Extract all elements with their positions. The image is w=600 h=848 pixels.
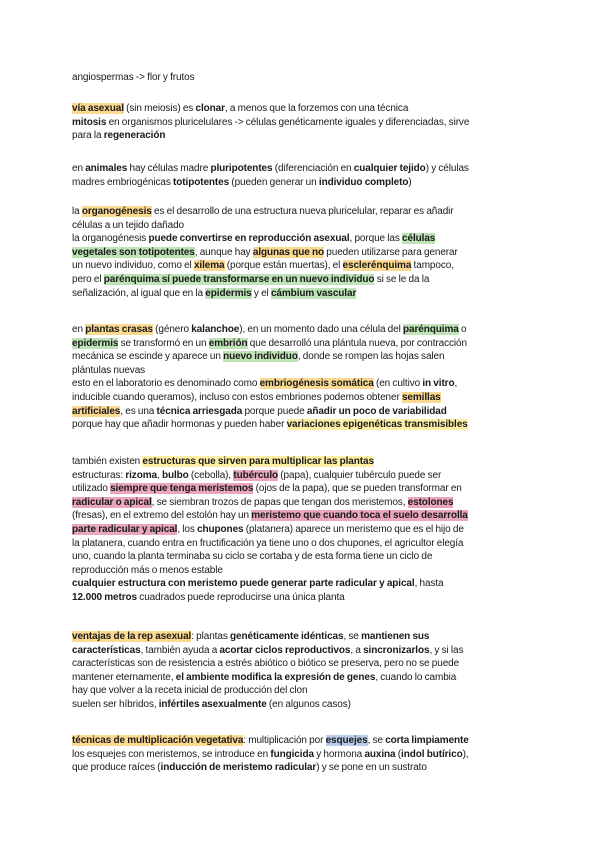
- text-run: (platanera) aparece un meristemo que es el hijo de: [243, 523, 464, 535]
- bold-text: genéticamente idénticas: [230, 631, 344, 642]
- text-line: [72, 232, 532, 246]
- text-line: [72, 273, 532, 287]
- bold-text: mitosis: [72, 116, 107, 128]
- text-run: se transformó en un: [118, 337, 209, 349]
- text-run: ,: [454, 378, 458, 390]
- text-run: (género: [152, 324, 192, 335]
- text-line: [72, 657, 532, 671]
- bold-text: puede convertirse en reproducción asexual: [148, 233, 350, 245]
- text-line: [72, 469, 532, 483]
- text-run: reproducción más o menos estable: [72, 564, 223, 576]
- text-line: [72, 537, 532, 551]
- text-line: [72, 550, 532, 564]
- bold-text: mantienen sus: [361, 631, 430, 642]
- highlighted-text: organogénesis: [81, 206, 152, 217]
- paragraph-animales: [72, 162, 532, 189]
- text-line: [72, 761, 532, 775]
- bold-text: animales: [85, 163, 128, 174]
- text-line: [72, 219, 532, 233]
- text-run: (ojos de la papa), que se pueden transformar en: [253, 483, 462, 495]
- text-run: ,: [156, 469, 162, 481]
- highlighted-text: epidermis: [205, 287, 252, 299]
- text-run: (porque están muertas), el: [224, 260, 343, 272]
- text-run: angiospermas -> flor y frutos: [72, 72, 195, 83]
- text-run: o: [458, 324, 467, 335]
- highlighted-text: embriogénesis somática: [259, 378, 374, 390]
- text-run: esto en el laboratorio es denominado como: [72, 378, 260, 390]
- highlighted-text: estolones: [407, 496, 454, 508]
- text-line: [72, 496, 532, 510]
- text-run: hay que volver a la receta inicial de producción del clon: [72, 685, 308, 697]
- bold-text: bulbo: [161, 469, 189, 481]
- text-run: , es una: [120, 405, 157, 417]
- text-line: [72, 246, 532, 260]
- highlighted-text: parénquima sí puede transformarse en un nuevo individuo: [103, 273, 375, 285]
- text-run: y hormona: [313, 748, 365, 760]
- bold-text: rizoma: [125, 469, 157, 481]
- text-run: la organogénesis: [72, 233, 149, 245]
- text-run: , se siembran trozos de papas que tengan dos meristemos,: [151, 496, 408, 508]
- text-run: en organismos pluricelulares -> células genéticamente iguales y diferenciadas, sirve: [106, 116, 470, 128]
- text-run: ) y se pone en un sustrato: [316, 762, 427, 774]
- text-line: [72, 455, 532, 469]
- text-line: [72, 364, 532, 378]
- text-run: estructuras:: [72, 469, 126, 481]
- text-run: , y si las: [429, 644, 464, 656]
- bold-text: cualquier estructura con meristemo puede generar parte radicular y apical: [72, 578, 415, 590]
- highlighted-text: semillas: [401, 391, 441, 403]
- text-run: (sin meiosis) es: [123, 103, 196, 114]
- text-run: mecánica se escinde y aparece un: [72, 351, 224, 363]
- paragraph-estructuras: [72, 455, 532, 605]
- highlighted-text: tubérculo: [233, 469, 279, 481]
- highlighted-text: vía asexual: [72, 103, 124, 114]
- text-run: que desarrolló una plántula nueva, por contracción: [247, 337, 467, 349]
- text-run: (cebolla),: [188, 469, 234, 481]
- text-run: mantener eternamente,: [72, 671, 176, 683]
- highlighted-text: técnicas de multiplicación vegetativa: [72, 735, 244, 746]
- bold-text: in vitro: [422, 378, 455, 390]
- highlighted-text: variaciones epigenéticas transmisibles: [286, 419, 468, 431]
- bold-text: características: [72, 644, 141, 656]
- bold-text: individuo completo: [318, 176, 409, 188]
- text-line: [72, 129, 532, 143]
- text-run: , cuando lo cambia: [375, 671, 457, 683]
- text-line: [72, 71, 532, 85]
- bold-text: añadir un poco de variabilidad: [306, 405, 447, 417]
- text-run: los esquejes con meristemos, se introduce en: [72, 748, 271, 760]
- text-run: un nuevo individuo, como el: [72, 260, 194, 272]
- highlighted-text: vegetales son totipotentes: [72, 246, 195, 258]
- text-run: , se: [343, 631, 362, 642]
- text-run: ),: [462, 748, 469, 760]
- bold-text: infértiles asexualmente: [158, 698, 267, 710]
- text-run: cuadrados puede reproducirse una única planta: [137, 591, 345, 603]
- highlighted-text: parénquima: [403, 324, 459, 335]
- bold-text: el ambiente modifica la expresión de genes: [175, 671, 376, 683]
- text-line: [72, 176, 532, 190]
- paragraph-organogenesis: [72, 205, 532, 300]
- text-run: (pueden generar un: [229, 176, 319, 188]
- highlighted-text: embrión: [208, 337, 248, 349]
- bold-text: pluripotentes: [210, 163, 273, 174]
- text-run: , también ayuda a: [140, 644, 220, 656]
- text-run: , donde se rompen las hojas salen: [297, 351, 445, 363]
- highlighted-text: xilema: [193, 260, 225, 272]
- text-line: [72, 116, 532, 130]
- text-line: [72, 337, 532, 351]
- text-run: , aunque hay: [194, 246, 253, 258]
- text-run: pero el: [72, 273, 104, 285]
- text-line: [72, 259, 532, 273]
- text-line: [72, 591, 532, 605]
- text-line: [72, 323, 532, 337]
- text-line: [72, 564, 532, 578]
- text-run: tampoco,: [411, 260, 454, 272]
- highlighted-text: radicular o apical: [72, 496, 152, 508]
- text-line: [72, 391, 532, 405]
- text-line: [72, 684, 532, 698]
- text-line: [72, 698, 532, 712]
- text-run: si se le da la: [374, 273, 430, 285]
- text-run: : multiplicación por: [243, 735, 326, 746]
- highlighted-text: células: [402, 233, 436, 245]
- text-line: [72, 102, 532, 116]
- text-run: en: [72, 324, 86, 335]
- text-run: (fresas), en el extremo del estolón hay un: [72, 510, 252, 522]
- text-run: la platanera, cuando entra en fructificación ya tiene uno o dos chupones, el agricultor elegía: [72, 537, 464, 549]
- bold-text: regeneración: [103, 130, 166, 142]
- text-run: porque hay que añadir hormonas y pueden haber: [72, 419, 287, 431]
- bold-text: clonar: [195, 103, 225, 114]
- text-run: , a menos que la forzemos con una técnica: [224, 103, 409, 114]
- highlighted-text: esclerénquima: [342, 260, 412, 272]
- text-run: porque puede: [242, 405, 307, 417]
- text-line: [72, 523, 532, 537]
- text-run: es el desarrollo de una estructura nueva pluricelular, reparar es añadir: [151, 206, 454, 217]
- text-run: : plantas: [191, 631, 230, 642]
- text-line: [72, 509, 532, 523]
- text-run: plántulas nuevas: [72, 364, 146, 376]
- text-run: células a un tejido dañado: [72, 219, 185, 231]
- text-line: [72, 350, 532, 364]
- text-run: uno, cuando la planta terminaba su ciclo se cortaba y de esta forma tiene un ciclo de: [72, 551, 433, 563]
- text-line: [72, 287, 532, 301]
- text-run: hay células madre: [127, 163, 211, 174]
- text-line: [72, 162, 532, 176]
- text-line: [72, 734, 532, 748]
- text-run: en: [72, 163, 86, 174]
- text-line: [72, 405, 532, 419]
- text-run: ) y células: [425, 163, 469, 174]
- bold-text: indol butírico: [401, 748, 463, 760]
- text-line: [72, 644, 532, 658]
- text-run: pueden utilizarse para generar: [324, 246, 458, 258]
- text-line: [72, 418, 532, 432]
- text-run: también existen: [72, 456, 143, 467]
- text-run: , hasta: [414, 578, 444, 590]
- text-run: y el: [251, 287, 271, 299]
- bold-text: auxina: [364, 748, 396, 760]
- text-run: señalización, al igual que en la: [72, 287, 206, 299]
- bold-text: técnica arriesgada: [156, 405, 243, 417]
- text-run: la: [72, 206, 82, 217]
- bold-text: acortar ciclos reproductivos: [219, 644, 351, 656]
- highlighted-text: epidermis: [72, 337, 119, 349]
- text-line: [72, 205, 532, 219]
- text-run: , se: [367, 735, 386, 746]
- highlighted-text: estructuras que sirven para multiplicar las plantas: [142, 456, 374, 467]
- highlighted-text: plantas crasas: [85, 324, 153, 335]
- highlighted-text: ventajas de la rep asexual: [72, 631, 192, 642]
- bold-text: sincronizarlos: [363, 644, 430, 656]
- text-run: ): [408, 176, 412, 188]
- highlighted-text: meristemo que cuando toca el suelo desarrolla: [251, 510, 468, 522]
- text-run: madres embriogénicas: [72, 176, 174, 188]
- text-run: utilizado: [72, 483, 111, 495]
- bold-text: fungicida: [270, 748, 314, 760]
- paragraph-plantas-crasas: [72, 323, 532, 432]
- text-run: suelen ser híbridos,: [72, 698, 159, 710]
- highlighted-text: artificiales: [72, 405, 121, 417]
- text-line: [72, 671, 532, 685]
- text-run: para la: [72, 130, 104, 142]
- highlighted-text: parte radicular y apical: [72, 523, 178, 535]
- text-run: , los: [177, 523, 198, 535]
- text-line: [72, 630, 532, 644]
- text-run: inducible cuando queramos), incluso con estos embriones podemos obtener: [72, 391, 402, 403]
- paragraph-tecnicas: [72, 734, 532, 775]
- highlighted-text: cámbium vascular: [270, 287, 357, 299]
- text-run: (en algunos casos): [266, 698, 351, 710]
- text-line: [72, 377, 532, 391]
- text-line: [72, 748, 532, 762]
- text-run: , a: [350, 644, 364, 656]
- paragraph-title: [72, 71, 532, 85]
- text-line: [72, 482, 532, 496]
- text-run: (papa), cualquier tubérculo puede ser: [278, 469, 442, 481]
- bold-text: 12.000 metros: [72, 591, 138, 603]
- bold-text: corta limpiamente: [385, 735, 469, 746]
- bold-text: inducción de meristemo radicular: [160, 762, 317, 774]
- text-run: (diferenciación en: [272, 163, 354, 174]
- highlighted-text: esquejes: [325, 735, 368, 746]
- bold-text: chupones: [197, 523, 244, 535]
- text-run: que produce raíces (: [72, 762, 161, 774]
- text-run: (en cultivo: [373, 378, 423, 390]
- text-run: características son de resistencia a estrés abiótico o biótico se preserva, pero no se puede: [72, 658, 460, 670]
- bold-text: kalanchoe: [191, 324, 240, 335]
- paragraph-via-asexual: [72, 102, 532, 143]
- highlighted-text: algunas que no: [252, 246, 324, 258]
- text-line: [72, 577, 532, 591]
- text-run: , porque las: [349, 233, 403, 245]
- text-run: (: [395, 748, 402, 760]
- highlighted-text: nuevo individuo: [223, 351, 298, 363]
- bold-text: totipotentes: [173, 176, 230, 188]
- bold-text: cualquier tejido: [353, 163, 426, 174]
- highlighted-text: siempre que tenga meristemos: [110, 483, 254, 495]
- paragraph-ventajas: [72, 630, 532, 712]
- text-run: ), en un momento dado una célula del: [239, 324, 404, 335]
